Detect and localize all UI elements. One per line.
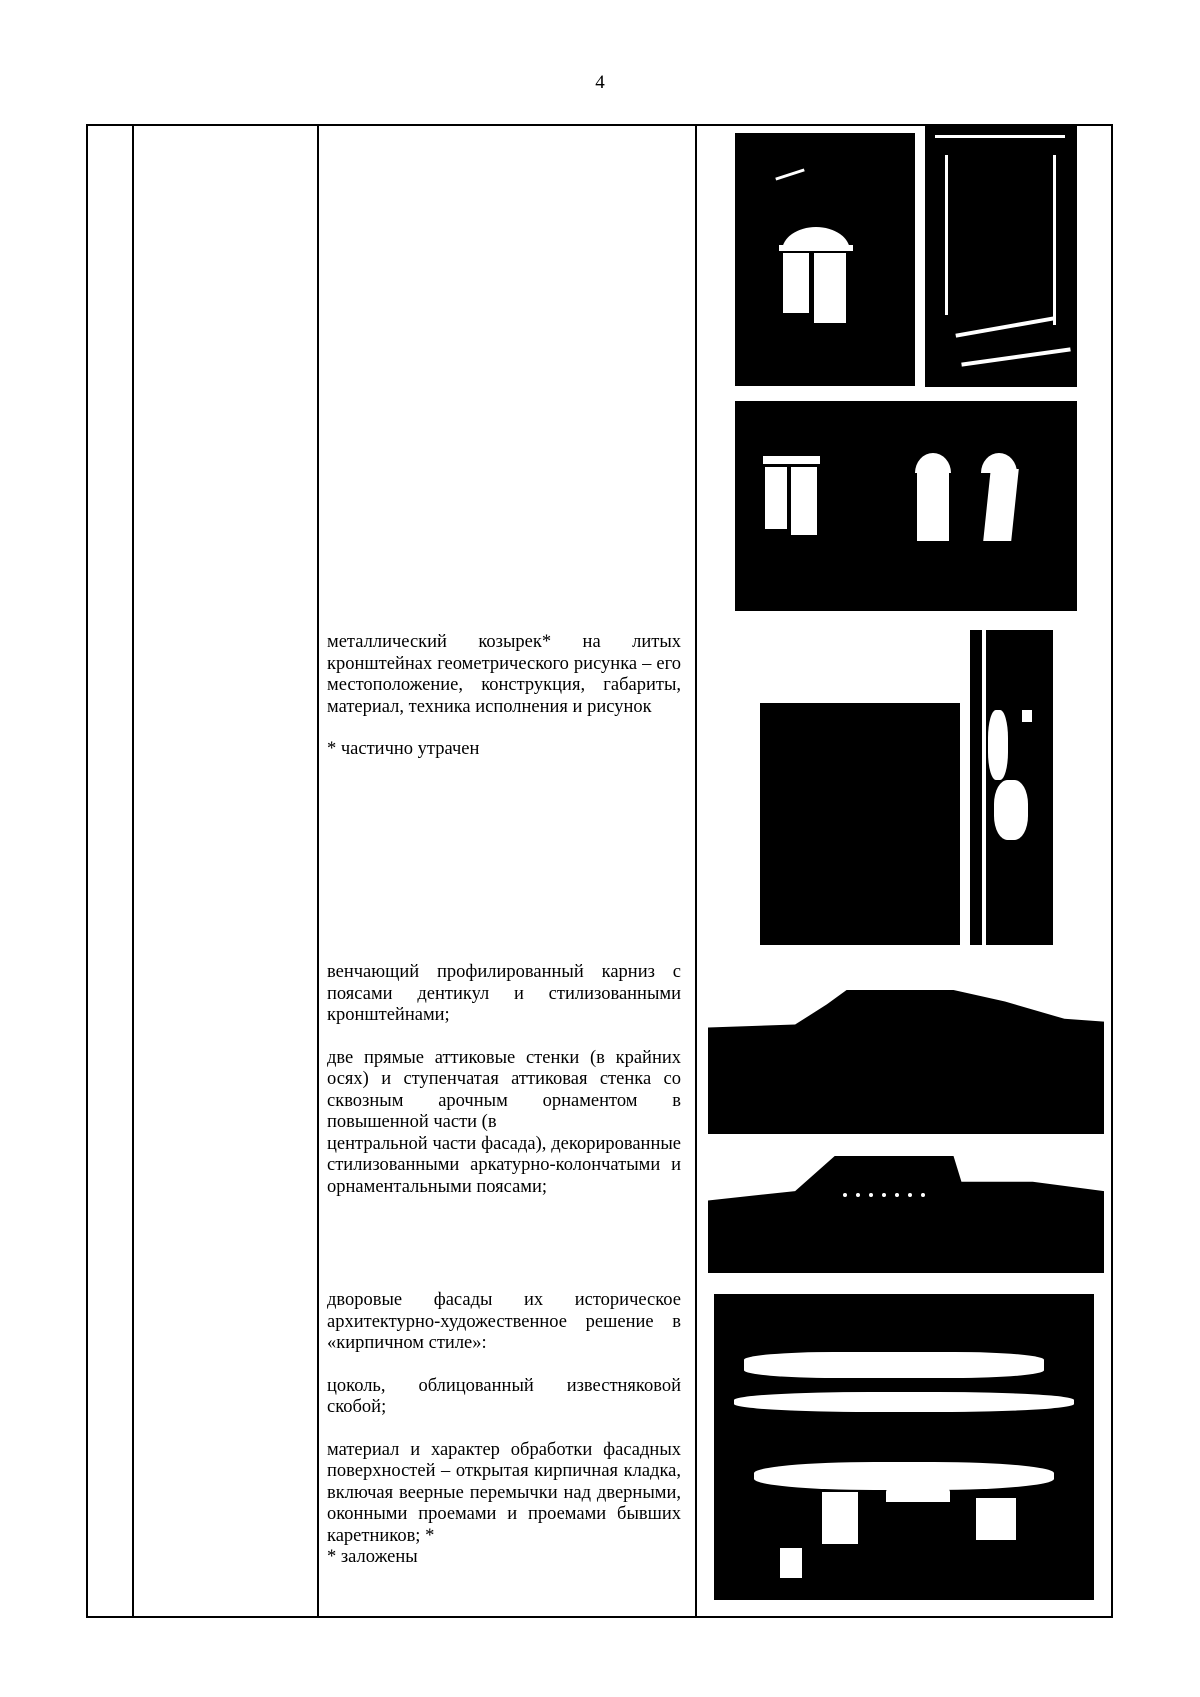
cornice-attic-description [327, 962, 681, 1219]
canopy-bracket-photo [970, 630, 1053, 945]
facade-arch-photo [925, 125, 1077, 387]
light-speck [908, 1193, 912, 1197]
courtyard-description [327, 1290, 681, 1590]
material-text: материал и характер обработки фасадных поверхностей – открытая кирпичная кладка, включая веерные перемычки над дверными, оконными проемами и проемами бывших каретников; * [327, 1439, 681, 1546]
plinth-text: цоколь, облицованный известняковой скобой; [327, 1375, 681, 1417]
light-speck [895, 1193, 899, 1197]
light-speck [734, 1392, 1074, 1412]
window-pane-shape [814, 253, 846, 323]
light-speck [988, 710, 1008, 780]
canopy-text: металлический козырек* на литых кронштейнах геометрического рисунка – его местоположение, конструкция, габариты, материал, техника исполнения и рисунок [327, 632, 681, 717]
canopy-photo-1 [760, 703, 960, 945]
window-pane-shape [917, 469, 949, 541]
canopy-note: * частично утрачен [327, 739, 480, 759]
light-speck [994, 780, 1028, 840]
window-pane-shape [983, 469, 1019, 541]
attic-text-2: центральной части фасада), декорированные стилизованными аркатурно-колончатыми и орнаментальными поясами; [327, 1133, 681, 1197]
window-pane-shape [783, 253, 809, 313]
light-speck [921, 1193, 925, 1197]
light-speck [955, 316, 1054, 337]
light-speck [945, 155, 948, 315]
light-speck [775, 168, 804, 180]
light-speck [714, 1600, 1094, 1612]
canopy-description [327, 632, 681, 782]
courtyard-facade-photo [714, 1282, 1094, 1612]
column-divider-2 [317, 126, 319, 1616]
light-speck [882, 1193, 886, 1197]
light-speck [843, 1193, 847, 1197]
light-speck [961, 347, 1070, 366]
light-speck [822, 1492, 858, 1544]
column-divider-1 [132, 126, 134, 1616]
light-speck [886, 1482, 950, 1502]
page-number: 4 [595, 72, 605, 93]
window-pane-shape [765, 467, 787, 529]
column-divider-3 [695, 126, 697, 1616]
light-speck [744, 1352, 1044, 1378]
courtyard-text: дворовые фасады их историческое архитектурно-художественное решение в «кирпичном стиле»: [327, 1290, 681, 1353]
window-lintel-shape [779, 245, 853, 251]
light-speck [714, 1282, 1094, 1294]
window-pane-shape [791, 467, 817, 535]
light-speck [869, 1193, 873, 1197]
cornice-text: венчающий профилированный карниз с поясами дентикул и стилизованными кронштейнами; [327, 962, 681, 1025]
light-speck [1022, 710, 1032, 722]
light-speck [982, 630, 986, 945]
facade-window-photo-2 [735, 401, 1077, 611]
light-speck [1053, 155, 1056, 325]
material-note: * заложены [327, 1547, 418, 1567]
light-speck [780, 1548, 802, 1578]
light-speck [856, 1193, 860, 1197]
attic-text-1: две прямые аттиковые стенки (в крайних осях) и ступенчатая аттиковая стенка со сквозным арочным орнаментом в повышенной части (в [327, 1047, 681, 1132]
light-speck [935, 135, 1065, 138]
window-lintel-shape [763, 456, 820, 464]
facade-window-photo-1 [735, 133, 915, 386]
light-speck [976, 1498, 1016, 1540]
